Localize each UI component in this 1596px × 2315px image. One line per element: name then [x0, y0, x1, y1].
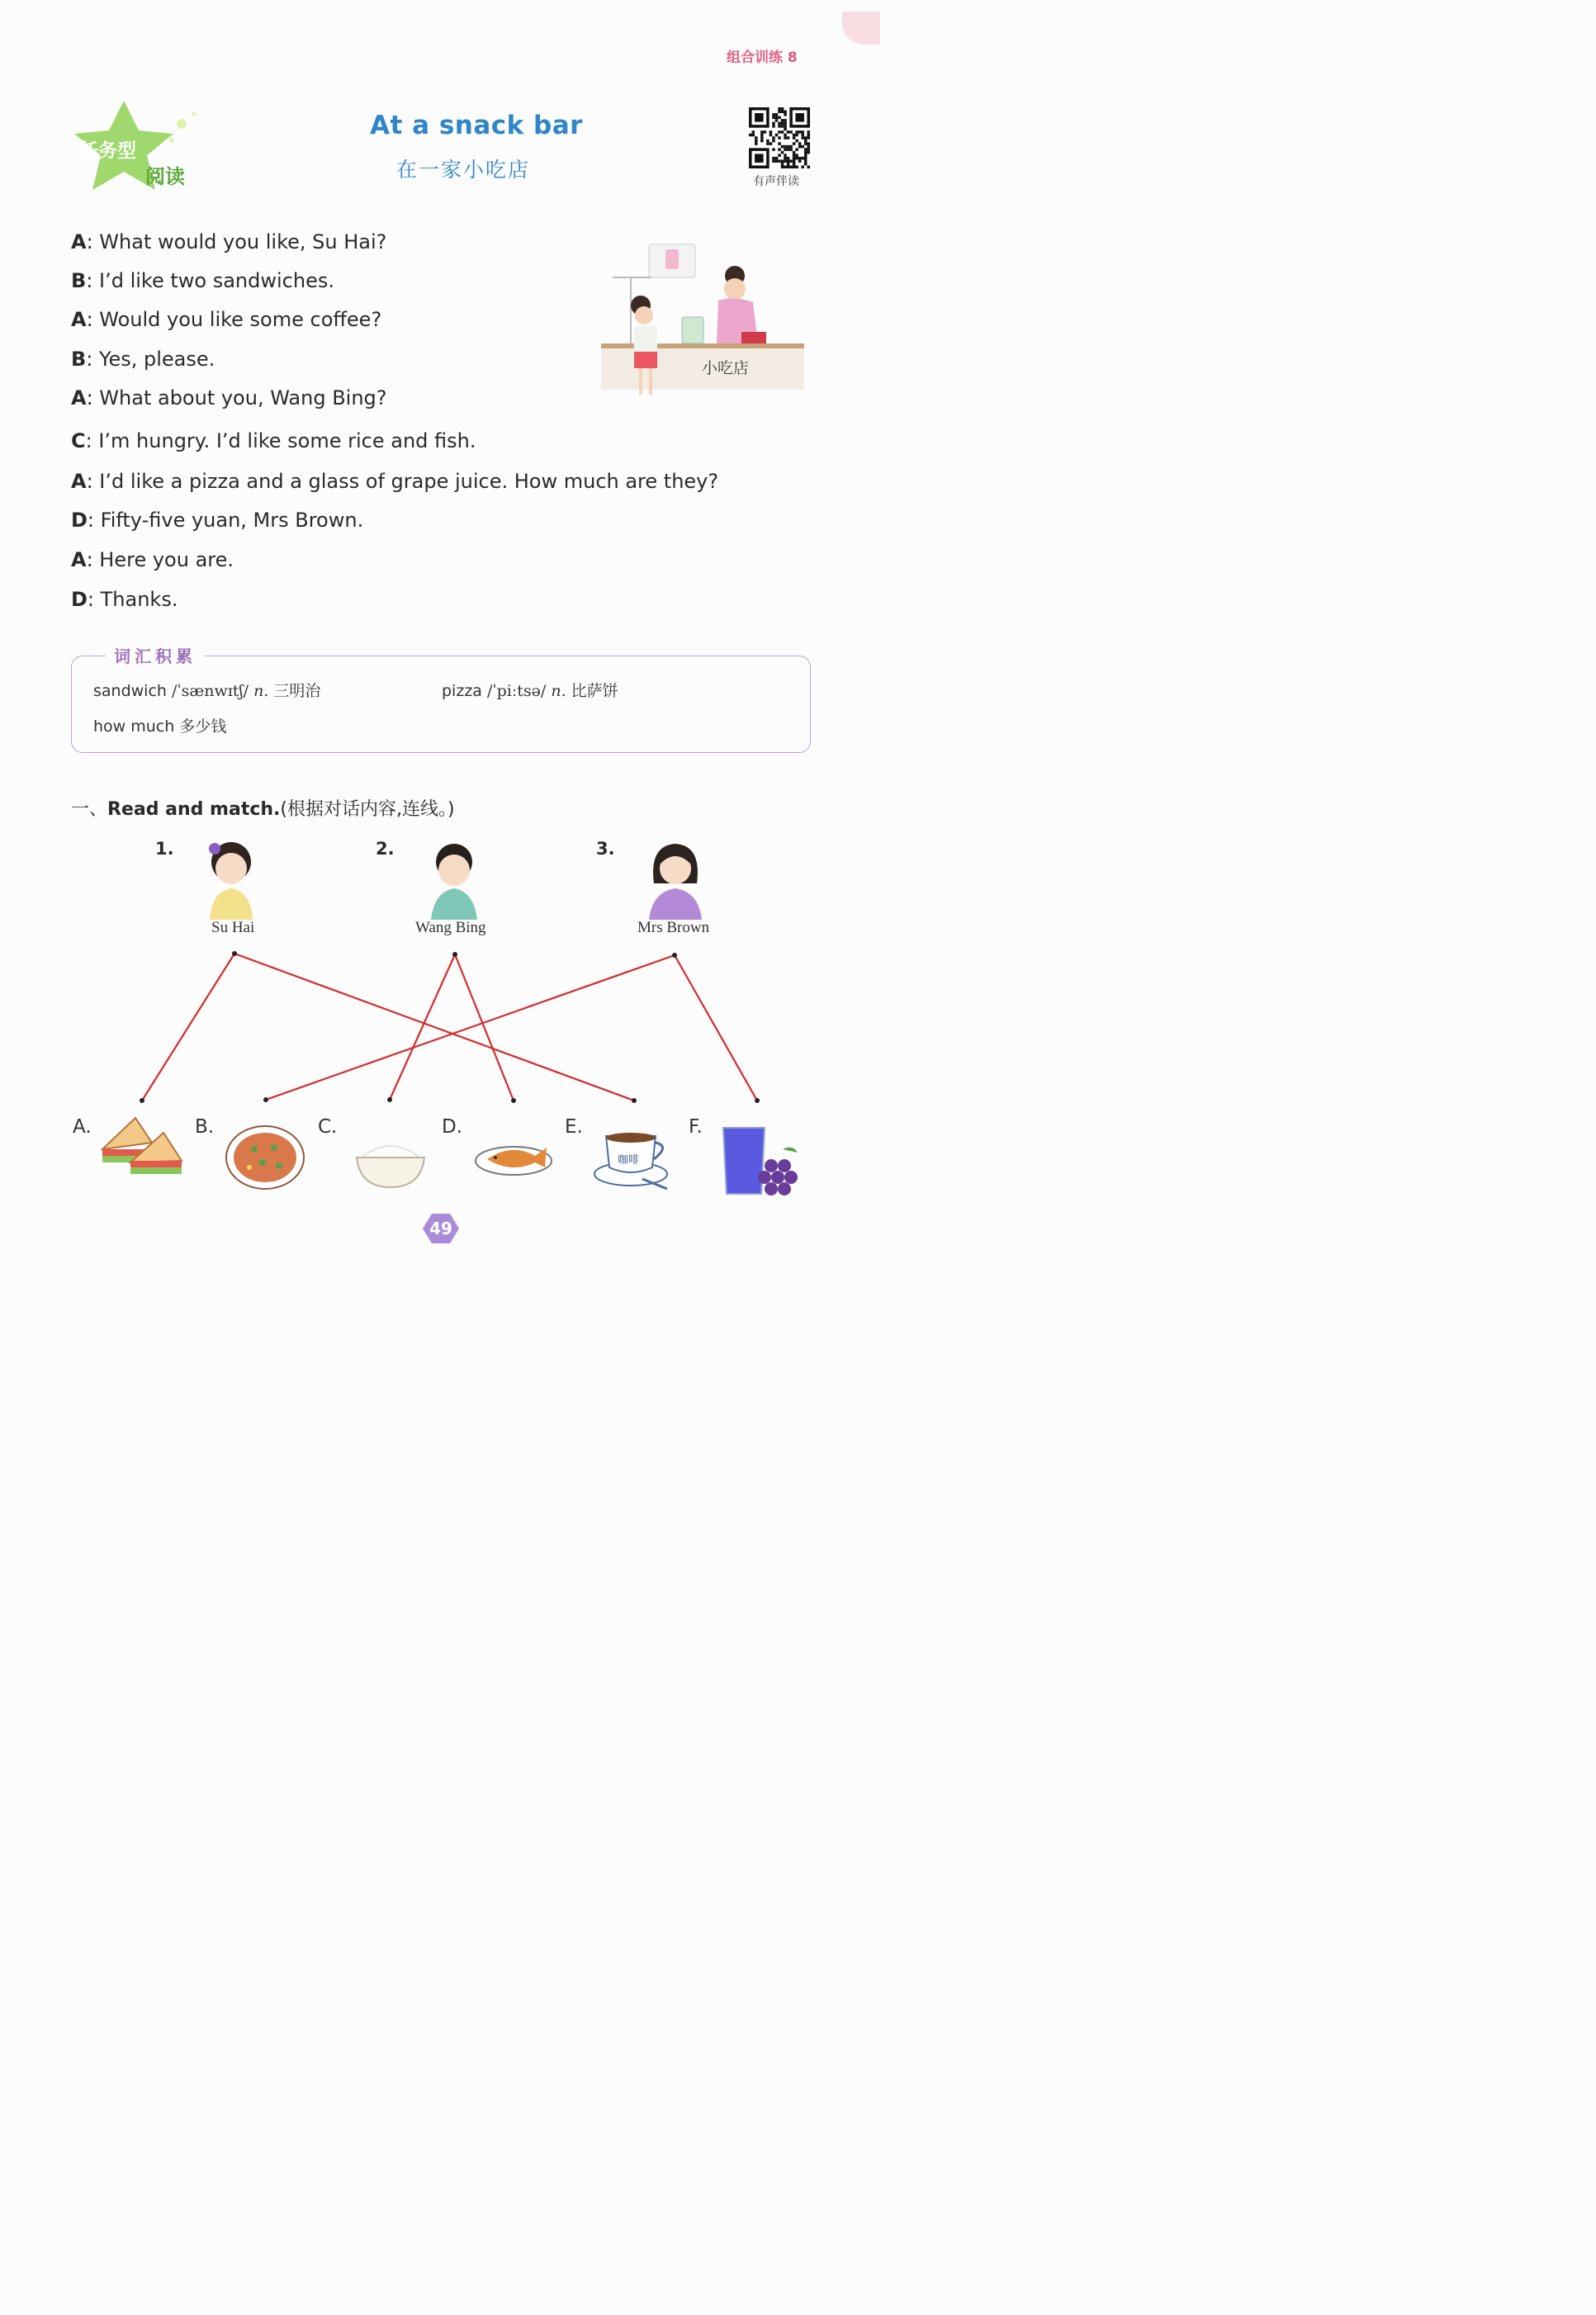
vocab-word: sandwich [93, 682, 167, 700]
coffee-cup-text: 咖啡 [618, 1154, 640, 1167]
vocab-phonetic: /ˈsænwɪtʃ/ [172, 682, 249, 700]
option-letter: B. [195, 1116, 215, 1138]
matching-lines [0, 0, 892, 1290]
badge-line-1: 任务型 [79, 140, 136, 162]
person-number: 3. [596, 839, 615, 859]
match-dot[interactable] [140, 1098, 144, 1103]
vocab-word: pizza [442, 682, 482, 700]
line-text: : What would you like, Su Hai? [86, 230, 387, 253]
line-text: : I’d like two sandwiches. [86, 269, 334, 292]
match-dot[interactable] [387, 1097, 392, 1102]
badge-line-2: 阅读 [145, 165, 185, 188]
vocab-phonetic: /ˈpiːtsə/ [486, 682, 547, 700]
match-dot[interactable] [232, 951, 237, 956]
grape-juice-icon[interactable] [722, 1124, 801, 1197]
option-letter: A. [73, 1116, 92, 1138]
snack-bar-sign: 小吃店 [702, 359, 750, 377]
option-letter: E. [565, 1116, 583, 1138]
person-name: Mrs Brown [637, 919, 710, 936]
match-line [234, 954, 634, 1101]
speaker: D [71, 509, 88, 532]
line-text: : I’d like a pizza and a glass of grape juice. How much are they? [86, 470, 719, 493]
rice-bowl-icon[interactable] [353, 1133, 428, 1191]
pizza-icon[interactable] [225, 1124, 305, 1191]
speaker: A [71, 230, 87, 253]
match-dot[interactable] [755, 1098, 760, 1103]
vocab-pos: n. [551, 682, 566, 700]
match-line [390, 954, 455, 1100]
vocab-pos: n. [253, 682, 269, 700]
option-letter: C. [318, 1116, 338, 1138]
line-text: : I’m hungry. I’d like some rice and fish. [85, 429, 476, 452]
exercise-title-en: Read and match. [107, 799, 281, 820]
speaker: A [71, 470, 87, 493]
speaker: B [71, 348, 87, 371]
line-text: : What about you, Wang Bing? [86, 386, 387, 410]
exercise-number: 一、 [71, 799, 108, 820]
exercise-title-zh: (根据对话内容,连线。) [280, 799, 455, 820]
option-letter: F. [689, 1116, 703, 1138]
speaker: A [71, 308, 87, 331]
match-dot[interactable] [632, 1098, 637, 1103]
line-text: : Fifty-five yuan, Mrs Brown. [87, 509, 364, 532]
qr-code-label: 有声伴读 [753, 175, 799, 188]
vocab-meaning: 多少钱 [179, 717, 227, 736]
sandwich-icon[interactable] [99, 1113, 185, 1176]
page-title-english: At a snack bar [370, 111, 583, 140]
fish-plate-icon[interactable] [474, 1138, 553, 1177]
speaker: A [71, 386, 87, 410]
vocab-meaning: 三明治 [273, 682, 321, 700]
match-line [266, 955, 675, 1100]
person-name: Wang Bing [415, 919, 486, 936]
line-text: : Thanks. [87, 588, 178, 611]
vocabulary-title: 词汇积累 [106, 643, 205, 667]
line-text: : Yes, please. [86, 348, 215, 371]
match-line [675, 955, 757, 1101]
vocab-meaning: 比萨饼 [571, 682, 618, 700]
page-number: 49 [429, 1219, 452, 1238]
match-dot[interactable] [263, 1097, 268, 1102]
page-title-chinese: 在一家小吃店 [396, 158, 531, 182]
speaker: A [71, 548, 87, 571]
match-line [142, 954, 234, 1101]
match-dot[interactable] [452, 952, 457, 957]
speaker: D [71, 588, 88, 611]
line-text: : Here you are. [86, 548, 234, 571]
option-letter: D. [442, 1116, 463, 1138]
line-text: : Would you like some coffee? [86, 308, 382, 331]
match-dot[interactable] [672, 953, 677, 958]
vocab-word: how much [93, 717, 175, 736]
section-label: 组合训练 8 [727, 50, 798, 66]
person-number: 1. [155, 839, 174, 859]
speaker: B [71, 269, 87, 292]
match-dot[interactable] [511, 1098, 516, 1103]
person-number: 2. [376, 839, 395, 859]
match-line [455, 954, 514, 1101]
person-name: Su Hai [211, 919, 255, 936]
speaker: C [71, 429, 86, 452]
